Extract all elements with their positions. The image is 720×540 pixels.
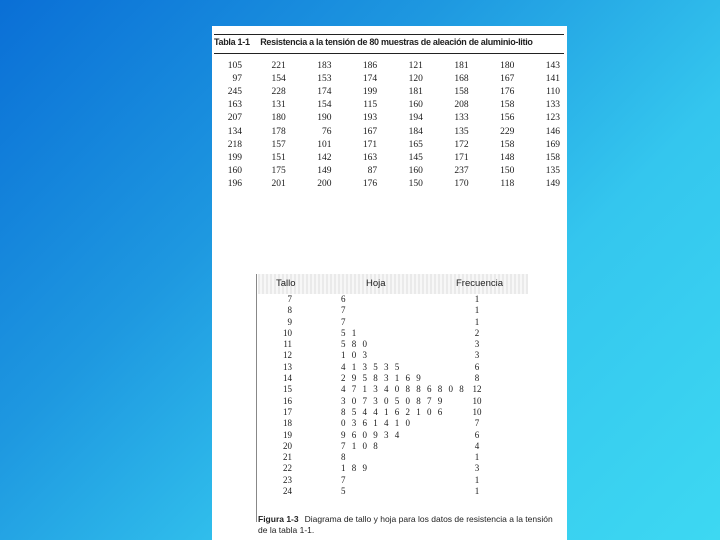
table2-row — [258, 339, 528, 350]
table1-cell: 208 — [454, 100, 469, 111]
table1-grid — [214, 59, 564, 191]
table1-cell: 200 — [317, 179, 332, 190]
table1-cell: 190 — [317, 113, 332, 124]
table1-cell: 170 — [454, 179, 469, 190]
table2-left-border — [256, 274, 257, 522]
table1-cell: 123 — [545, 113, 561, 124]
table2-row — [258, 362, 528, 373]
table1-row — [214, 151, 564, 164]
table1-cell: 131 — [271, 100, 286, 111]
table1-cell: 87 — [367, 166, 378, 177]
table1-cell: 146 — [545, 126, 561, 137]
table1-cell: 135 — [454, 126, 469, 137]
table2-row — [258, 294, 528, 305]
table1-top-rule — [214, 34, 564, 35]
table1-row — [214, 178, 564, 191]
table1-label: Tabla 1-1 — [214, 37, 250, 47]
table1-cell: 201 — [271, 179, 286, 190]
table1-header-rule — [214, 53, 564, 54]
table1-cell: 184 — [408, 126, 423, 137]
table2-hoja: 4 1 3 5 3 5 — [341, 361, 402, 372]
table2-tallo: 20 — [283, 440, 292, 451]
table2-row — [258, 407, 528, 418]
table1-row — [214, 112, 564, 125]
table1-cell: 228 — [271, 86, 286, 97]
table2-freq: 3 — [474, 463, 480, 474]
table1-cell: 149 — [545, 179, 561, 190]
table1-cell: 180 — [500, 60, 515, 71]
table2-tallo: 16 — [283, 395, 292, 406]
table2-hoja: 7 1 0 8 — [341, 440, 380, 451]
table1-cell: 156 — [500, 113, 515, 124]
table2-freq: 1 — [474, 305, 480, 316]
table1-cell: 145 — [408, 152, 423, 163]
table2-row — [258, 328, 528, 339]
table2-hoja: 1 0 3 — [341, 350, 369, 361]
table2-freq: 2 — [474, 327, 480, 338]
table2-hoja: 4 7 1 3 4 0 8 8 6 8 0 8 — [341, 384, 466, 395]
table1-cell: 154 — [317, 100, 332, 111]
table1-cell: 76 — [321, 126, 332, 137]
table1-row — [214, 99, 564, 112]
table1-cell: 101 — [317, 139, 332, 150]
table2-tallo: 19 — [283, 429, 292, 440]
table2-freq: 10 — [472, 406, 482, 417]
table2-row — [258, 317, 528, 328]
table2-freq: 7 — [474, 418, 480, 429]
table2-row — [258, 452, 528, 463]
table1-cell: 181 — [408, 86, 423, 97]
table1-caption — [214, 37, 564, 47]
table1-cell: 163 — [362, 152, 378, 163]
table1-cell: 165 — [408, 139, 423, 150]
table1-cell: 135 — [545, 166, 561, 177]
table2-row — [258, 305, 528, 316]
table2-tallo: 23 — [283, 474, 292, 485]
table1-cell: 150 — [408, 179, 423, 190]
table2-tallo: 17 — [283, 406, 292, 417]
table1-cell: 180 — [271, 113, 286, 124]
table2-hoja: 3 0 7 3 0 5 0 8 7 9 — [341, 395, 445, 406]
table1-cell: 207 — [227, 113, 242, 124]
table2-freq: 3 — [474, 339, 480, 350]
table1-cell: 142 — [317, 152, 332, 163]
table2-freq: 8 — [474, 373, 480, 384]
table1-cell: 167 — [362, 126, 378, 137]
table2-hoja: 7 — [341, 305, 348, 316]
table1-cell: 163 — [227, 100, 242, 111]
table2-tallo: 14 — [283, 373, 292, 384]
table1-cell: 158 — [454, 86, 469, 97]
table1-cell: 160 — [408, 166, 423, 177]
table1-cell: 172 — [454, 139, 469, 150]
table1-cell: 141 — [545, 73, 561, 84]
table1-cell: 149 — [317, 166, 332, 177]
table1-cell: 245 — [227, 86, 242, 97]
table1-cell: 196 — [227, 179, 242, 190]
table2-freq: 1 — [474, 316, 480, 327]
table1-cell: 168 — [454, 73, 469, 84]
table1-cell: 150 — [500, 166, 515, 177]
table1-row — [214, 125, 564, 138]
table1-cell: 133 — [454, 113, 469, 124]
table2-header — [258, 274, 528, 294]
table1-cell: 178 — [271, 126, 286, 137]
table2-hoja: 5 1 — [341, 327, 359, 338]
table1-cell: 154 — [271, 73, 286, 84]
table1-row — [214, 72, 564, 85]
table2-hoja: 5 — [341, 486, 348, 497]
table1-cell: 158 — [500, 139, 515, 150]
table1-cell: 167 — [500, 73, 515, 84]
table2-freq: 3 — [474, 350, 480, 361]
table2-hoja: 0 3 6 1 4 1 0 — [341, 418, 412, 429]
table2-hoja: 5 8 0 — [341, 339, 369, 350]
figure-caption — [258, 514, 558, 536]
table1-cell: 193 — [362, 113, 378, 124]
table1-cell: 120 — [408, 73, 423, 84]
table2-row — [258, 418, 528, 429]
table1-cell: 175 — [271, 166, 286, 177]
table1-cell: 199 — [227, 152, 242, 163]
table2-freq: 1 — [474, 294, 480, 304]
table1-cell: 158 — [500, 100, 515, 111]
header-tallo: Tallo — [276, 278, 296, 289]
table2-tallo: 10 — [283, 327, 292, 338]
table2-tallo: 13 — [283, 361, 292, 372]
table1-cell: 218 — [227, 139, 242, 150]
table1-cell: 158 — [545, 152, 561, 163]
table1-cell: 229 — [500, 126, 515, 137]
table1-cell: 183 — [317, 60, 332, 71]
table1-cell: 143 — [545, 60, 561, 71]
table2-hoja: 6 — [341, 294, 348, 304]
figure-text: Diagrama de tallo y hoja para los datos de resistencia a la tensión de la tabla 1-1. — [258, 514, 553, 535]
table1-cell: 186 — [362, 60, 378, 71]
table1-row — [214, 85, 564, 98]
table2-hoja: 8 — [341, 452, 348, 463]
table1-cell: 237 — [454, 166, 469, 177]
table2-tallo: 12 — [283, 350, 292, 361]
table1-cell: 181 — [454, 60, 469, 71]
table2-hoja: 1 8 9 — [341, 463, 369, 474]
table1-row — [214, 59, 564, 72]
figure-label: Figura 1-3 — [258, 514, 299, 524]
table2-row — [258, 384, 528, 395]
header-hoja: Hoja — [366, 278, 386, 289]
table2-tallo: 21 — [283, 452, 292, 463]
table2-freq: 6 — [474, 429, 480, 440]
table1-row — [214, 165, 564, 178]
table2-row — [258, 430, 528, 441]
table2-hoja: 7 — [341, 316, 348, 327]
table2-freq: 12 — [472, 384, 482, 395]
table2-tallo: 24 — [283, 486, 292, 497]
table2-tallo: 9 — [287, 316, 292, 327]
table2-row — [258, 373, 528, 384]
table2-row — [258, 396, 528, 407]
table2-freq: 6 — [474, 361, 480, 372]
table2-freq: 1 — [474, 486, 480, 497]
table1-title: Resistencia a la tensión de 80 muestras de aleación de aluminio-litio — [260, 37, 533, 47]
table1-cell: 133 — [545, 100, 561, 111]
table2-hoja: 8 5 4 4 1 6 2 1 0 6 — [341, 406, 445, 417]
table1-cell: 153 — [317, 73, 332, 84]
table2-freq: 1 — [474, 474, 480, 485]
table1-cell: 160 — [227, 166, 242, 177]
table1-row — [214, 138, 564, 151]
table1-cell: 118 — [500, 179, 515, 190]
table2-grid — [258, 294, 528, 497]
table1-cell: 174 — [317, 86, 332, 97]
table2-freq: 10 — [472, 395, 482, 406]
table2-row — [258, 441, 528, 452]
table1-cell: 160 — [408, 100, 423, 111]
table2-hoja: 7 — [341, 474, 348, 485]
table1-cell: 105 — [227, 60, 242, 71]
table2-tallo: 8 — [287, 305, 292, 316]
table2-hoja: 9 6 0 9 3 4 — [341, 429, 402, 440]
table2-freq: 4 — [474, 440, 480, 451]
table1-cell: 134 — [227, 126, 242, 137]
table2-tallo: 18 — [283, 418, 292, 429]
table1-cell: 171 — [454, 152, 469, 163]
table2-row — [258, 475, 528, 486]
table1-cell: 97 — [232, 73, 242, 84]
table1-cell: 169 — [545, 139, 561, 150]
scanned-page — [212, 26, 567, 540]
table1-cell: 148 — [500, 152, 515, 163]
table1-cell: 110 — [546, 86, 561, 97]
table1-cell: 151 — [271, 152, 286, 163]
table1-cell: 157 — [271, 139, 286, 150]
table1-cell: 171 — [362, 139, 378, 150]
table2-hoja: 2 9 5 8 3 1 6 9 — [341, 373, 423, 384]
table1-cell: 121 — [408, 60, 423, 71]
table1-cell: 176 — [500, 86, 515, 97]
table2-row — [258, 350, 528, 361]
table1-cell: 221 — [271, 60, 286, 71]
header-frecuencia: Frecuencia — [456, 278, 503, 289]
table1-cell: 199 — [362, 86, 378, 97]
table2-tallo: 22 — [283, 463, 292, 474]
table1-cell: 174 — [362, 73, 378, 84]
table1-cell: 194 — [408, 113, 423, 124]
table2-tallo: 11 — [283, 339, 292, 350]
table2-freq: 1 — [474, 452, 480, 463]
table1-cell: 176 — [362, 179, 378, 190]
table2-tallo: 15 — [283, 384, 292, 395]
table2-row — [258, 486, 528, 497]
table1-cell: 115 — [363, 100, 378, 111]
table2-tallo: 7 — [287, 294, 292, 304]
table2-row — [258, 463, 528, 474]
